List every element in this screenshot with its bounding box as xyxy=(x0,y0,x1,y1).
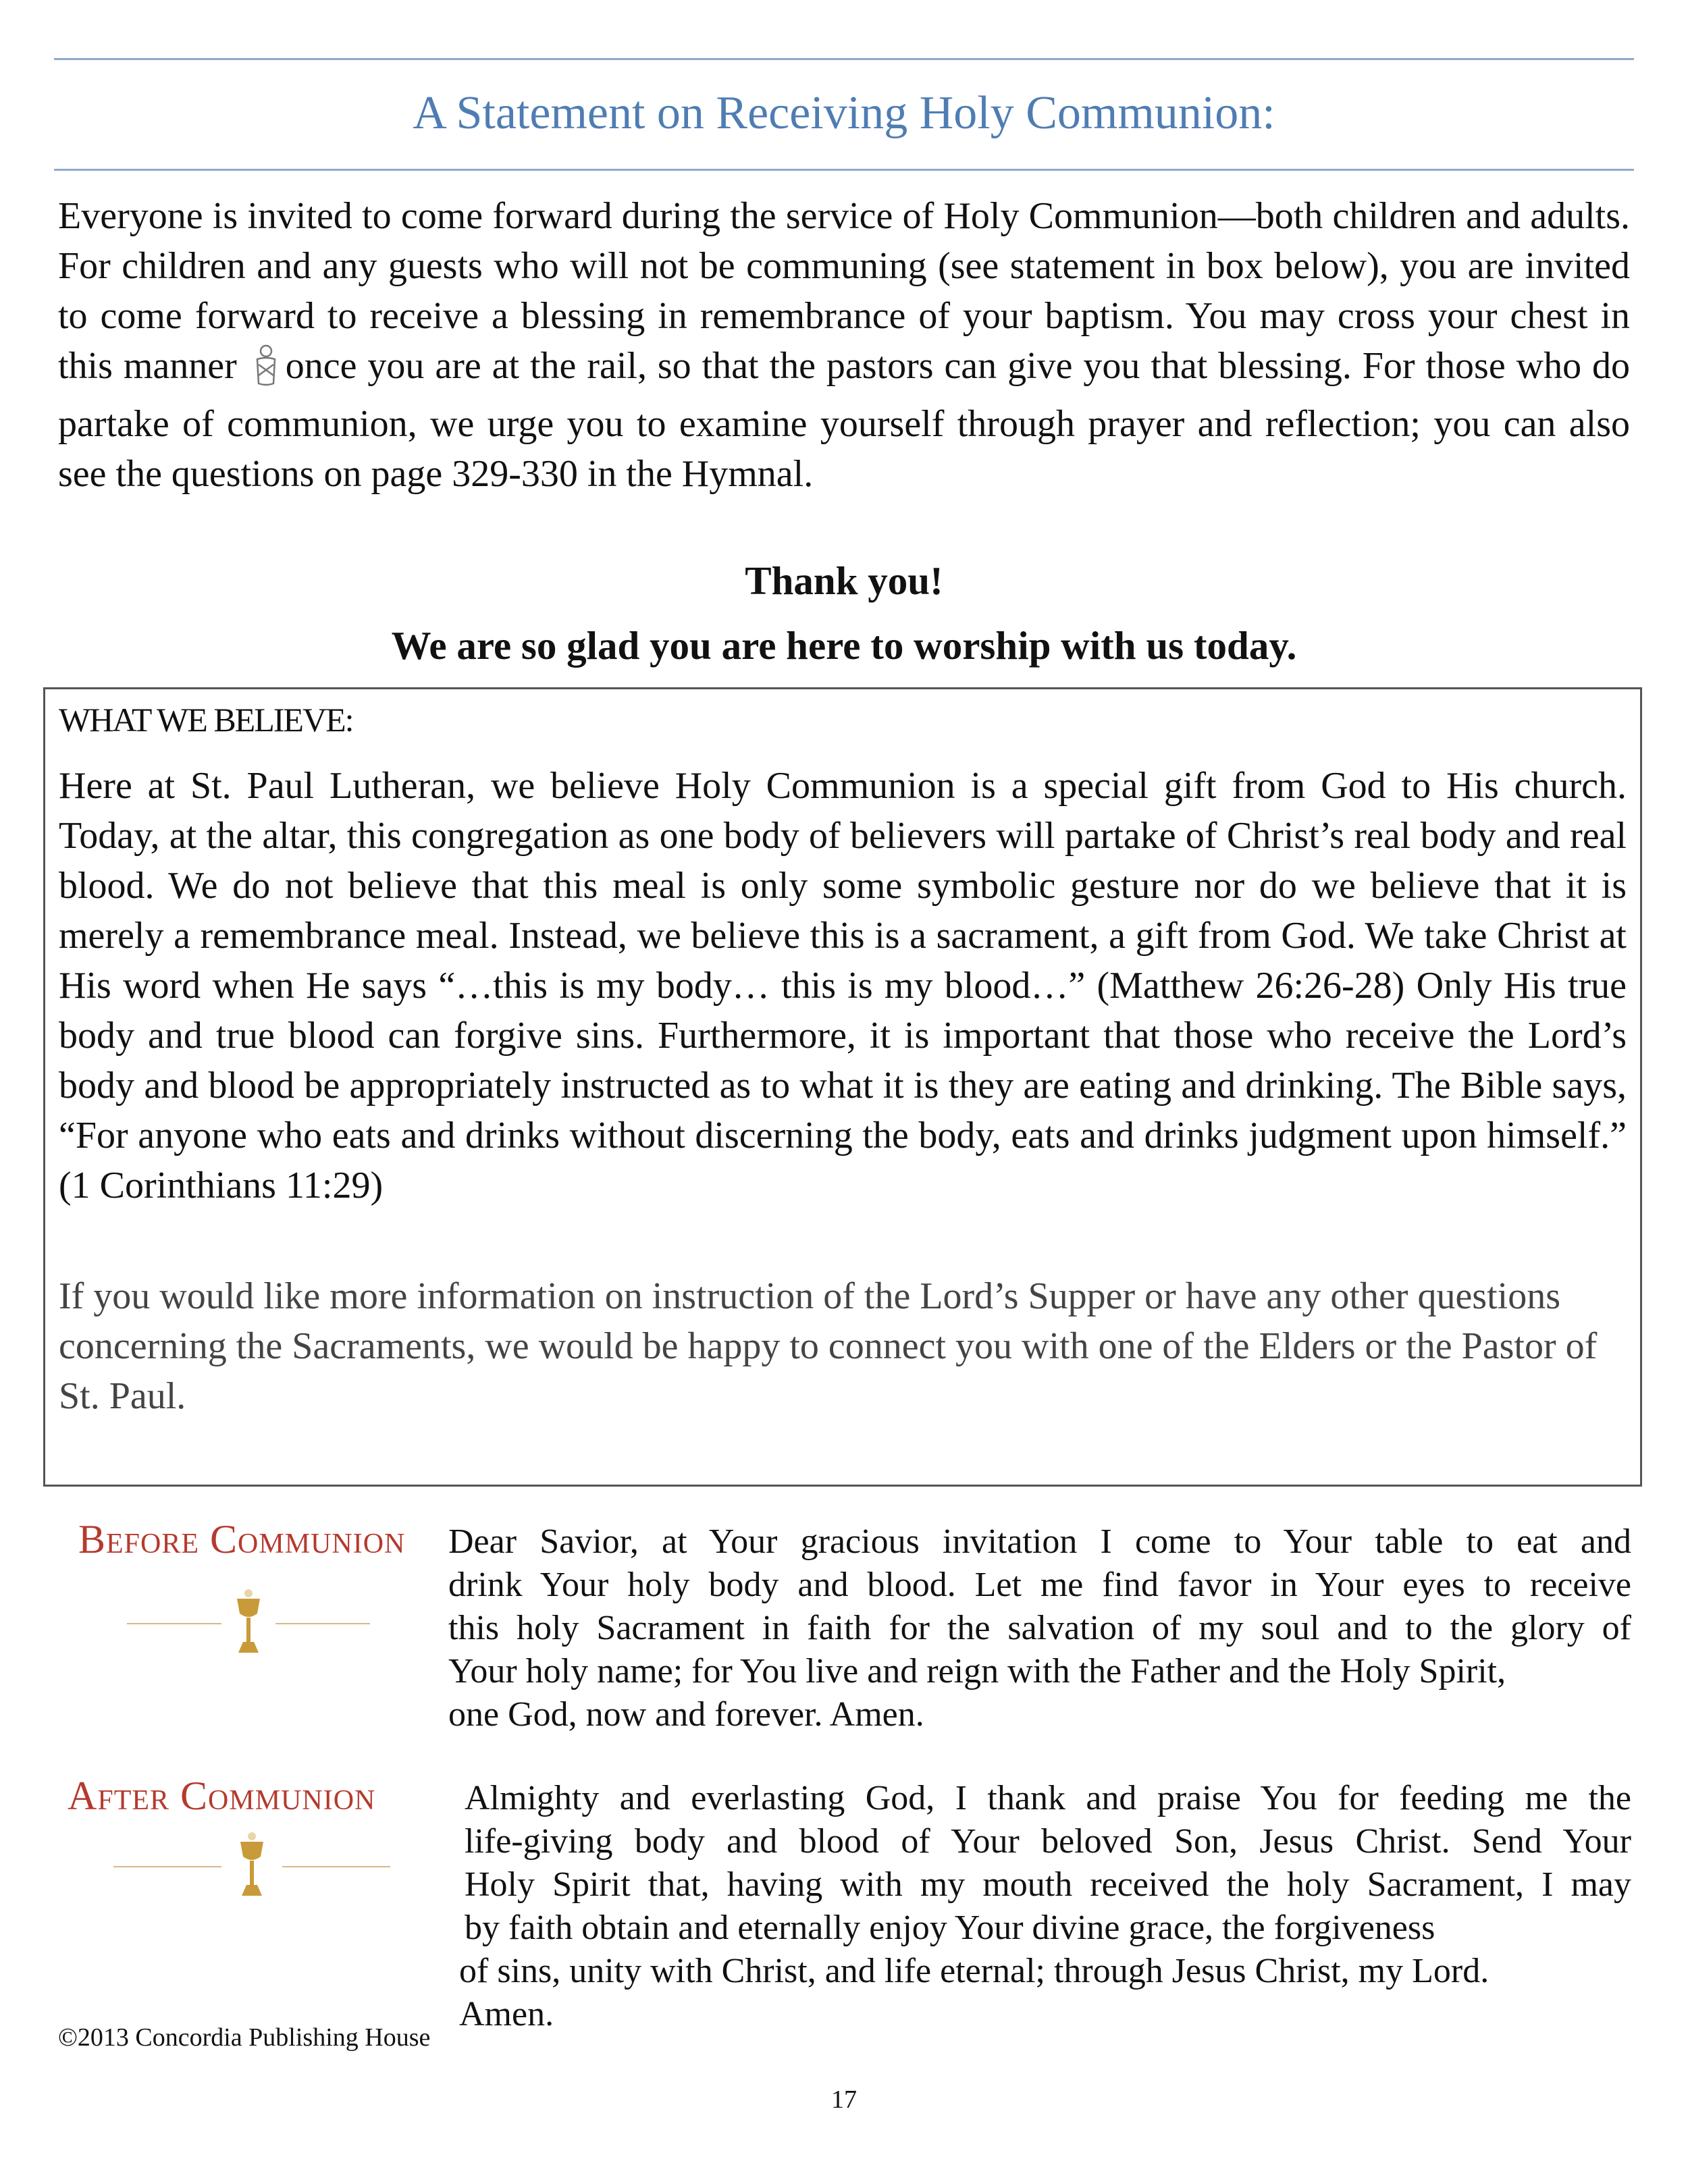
before-prayer-line: this holy Sacrament in faith for the salvation of my soul and to the glory of xyxy=(448,1609,1631,1647)
intro-text-part-1: Everyone is invited to come forward during the service of Holy Communion—both children and adults. For children and any guests who will not be communing (see statement in box below), you are invited to come forward to receive a blessing in remembrance of your baptism. You may cross your chest in this manner xyxy=(58,195,1630,387)
before-prayer-line: one God, now and forever. Amen. xyxy=(448,1695,924,1734)
copyright-notice: ©2013 Concordia Publishing House xyxy=(58,2023,431,2052)
chalice-icon xyxy=(113,1830,390,1907)
before-communion-heading: Before Communion xyxy=(78,1517,406,1562)
before-prayer-line: Dear Savior, at Your gracious invitation I come to Your table to eat and xyxy=(448,1522,1631,1561)
crossed-arms-figure-icon xyxy=(250,344,282,399)
welcome-text: We are so glad you are here to worship with us today. xyxy=(391,623,1297,668)
after-communion-prayer xyxy=(459,1777,1631,2036)
before-prayer-line: drink Your holy body and blood. Let me find favor in Your eyes to receive xyxy=(448,1566,1631,1604)
belief-heading: WHAT WE BELIEVE: xyxy=(59,701,353,739)
after-communion-heading: After Communion xyxy=(68,1774,376,1818)
after-prayer-line: life-giving body and blood of Your beloved Son, Jesus Christ. Send Your xyxy=(465,1822,1631,1861)
after-prayer-line: Amen. xyxy=(459,1995,554,2033)
thank-you-text: Thank you! xyxy=(745,558,943,603)
after-prayer-line: by faith obtain and eternally enjoy Your divine grace, the forgiveness xyxy=(465,1909,1435,1947)
belief-box xyxy=(43,687,1642,1487)
after-prayer-line: Holy Spirit that, having with my mouth received the holy Sacrament, I may xyxy=(465,1865,1631,1904)
page-number: 17 xyxy=(831,2085,857,2114)
intro-paragraph xyxy=(58,191,1630,499)
belief-body: Here at St. Paul Lutheran, we believe Holy Communion is a special gift from God to His church. Today, at the altar, this congregation as one body of believers will partake of Christ’s real body and real blood. We do not believe that this meal is only some symbolic gesture nor do we believe that it is merely a remembrance meal. Instead, we believe this is a sacrament, a gift from God. We take Christ at His word when He says “…this is my body… this is my blood…” (Matthew 26:26-28) Only His true body and true blood can forgive sins. Furthermore, it is important that those who receive the Lord’s body and blood be appropriately instructed as to what it is they are eating and drinking. The Bible says, “For anyone who eats and drinks without discerning the body, eats and drinks judgment upon himself.” (1 Corinthians 11:29) xyxy=(59,765,1627,1206)
title-rule xyxy=(54,169,1634,171)
page-title: A Statement on Receiving Holy Communion: xyxy=(413,87,1275,139)
before-communion-prayer xyxy=(448,1520,1631,1736)
chalice-icon xyxy=(127,1587,370,1664)
top-rule xyxy=(54,58,1634,60)
after-prayer-line: Almighty and everlasting God, I thank and praise You for feeding me the xyxy=(465,1779,1631,1817)
after-prayer-line: of sins, unity with Christ, and life eternal; through Jesus Christ, my Lord. xyxy=(459,1952,1489,1990)
more-info-text: If you would like more information on instruction of the Lord’s Supper or have any other questions concerning the Sacraments, we would be happy to connect you with one of the Elders or the Pastor of St. Paul. xyxy=(59,1275,1598,1417)
before-prayer-line: Your holy name; for You live and reign with the Father and the Holy Spirit, xyxy=(448,1652,1506,1690)
intro-text-part-2: once you are at the rail, so that the pastors can give you that blessing. For those who do partake of communion, we urge you to examine yourself through prayer and reflection; you can also see the questions on page 329-330 in the Hymnal. xyxy=(58,345,1630,495)
